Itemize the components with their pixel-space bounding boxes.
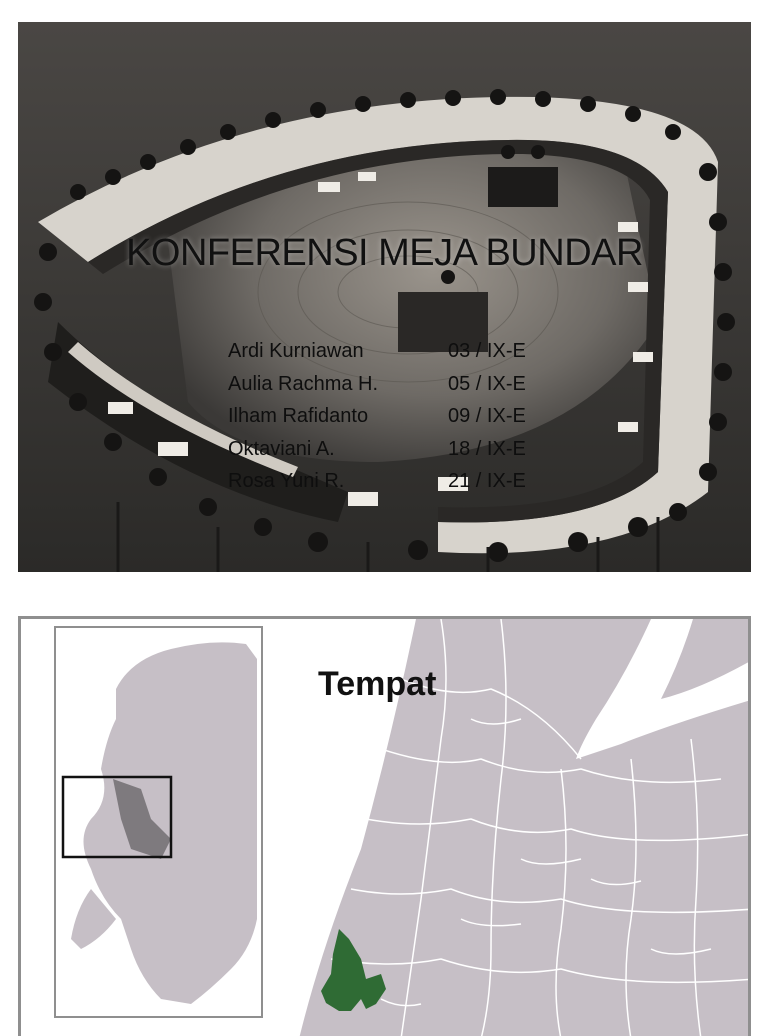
- member-row: [228, 368, 526, 401]
- member-name: Aulia Rachma H.: [228, 372, 379, 395]
- member-number: 18 / IX-E: [448, 437, 526, 460]
- member-row: [228, 433, 526, 466]
- member-row: [228, 400, 526, 433]
- member-number: 03 / IX-E: [448, 340, 526, 362]
- inset-map: [55, 627, 262, 1017]
- member-name: Rosa Yuni R.: [228, 470, 345, 492]
- member-number: 09 / IX-E: [448, 405, 526, 427]
- member-name: Ilham Rafidanto: [228, 405, 369, 427]
- member-row: [228, 335, 526, 368]
- member-row: [228, 465, 526, 498]
- member-number: 21 / IX-E: [448, 470, 526, 492]
- map-title: Tempat: [318, 665, 437, 703]
- slide-title: KONFERENSI MEJA BUNDAR: [126, 232, 643, 274]
- member-list: [228, 335, 526, 498]
- member-name: Ardi Kurniawan: [228, 340, 364, 362]
- member-name: Oktaviani A.: [228, 437, 335, 460]
- slide-conference-photo: [18, 22, 751, 572]
- member-number: 05 / IX-E: [448, 372, 526, 395]
- slide-location-map: [18, 616, 751, 1036]
